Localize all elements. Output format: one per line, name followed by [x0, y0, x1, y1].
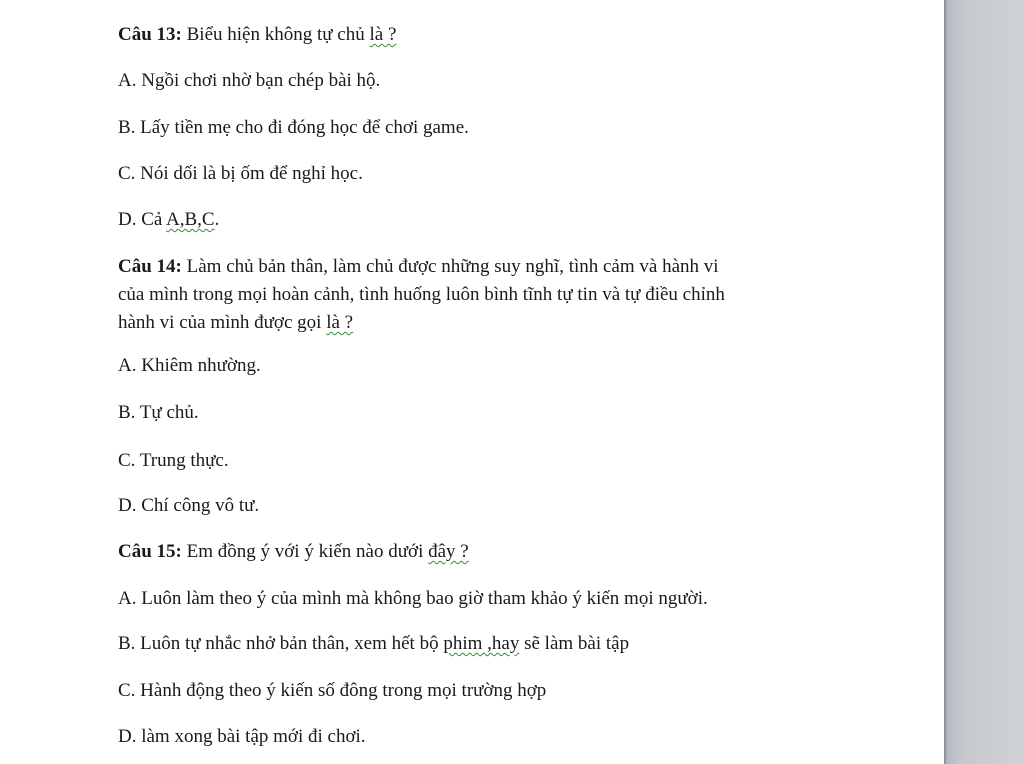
option-text: A. Luôn làm theo ý của mình mà không bao giờ tham khảo ý kiến mọi người. [118, 588, 708, 609]
answer-option [118, 114, 469, 142]
spellcheck-mark: là ? [326, 312, 354, 333]
option-text: D. Cả [118, 209, 167, 230]
option-text: D. Chí công vô tư. [118, 495, 260, 516]
option-text: B. Tự chủ. [118, 402, 199, 423]
option-text: C. Hành động theo ý kiến số đông trong mọi trường hợp [118, 680, 547, 701]
question-text: Em đồng ý với ý kiến nào dưới [181, 541, 429, 562]
answer-option [118, 206, 219, 234]
page-edge-shadow [944, 0, 946, 764]
answer-option [118, 677, 546, 705]
option-text-end: . [214, 209, 220, 230]
question-text: Biểu hiện không tự chủ [181, 24, 370, 45]
question-text: của mình trong mọi hoàn cảnh, tình huống luôn bình tĩnh tự tin và tự điều chỉnh [118, 284, 725, 305]
question-number: Câu 14: [118, 256, 182, 277]
option-text: A. Khiêm nhường. [118, 355, 261, 376]
spellcheck-mark: A,B,C [166, 209, 215, 230]
answer-option [118, 399, 199, 427]
question-14-heading [118, 253, 719, 281]
spellcheck-mark: phim ,hay [443, 633, 520, 654]
answer-option [118, 67, 380, 95]
option-text-end: sẽ làm bài tập [519, 633, 630, 654]
question-number: Câu 15: [118, 541, 182, 562]
option-text: A. Ngồi chơi nhờ bạn chép bài hộ. [118, 70, 381, 91]
window-background [944, 0, 1024, 764]
answer-option [118, 630, 629, 658]
answer-option [118, 723, 366, 751]
question-text: Làm chủ bản thân, làm chủ được những suy nghĩ, tình cảm và hành vi [181, 256, 719, 277]
answer-option [118, 447, 229, 475]
spellcheck-mark: đây ? [428, 541, 469, 562]
answer-option [118, 585, 708, 613]
spellcheck-mark: là ? [369, 24, 397, 45]
question-13-heading [118, 21, 396, 49]
option-text: B. Lấy tiền mẹ cho đi đóng học để chơi game. [118, 117, 469, 138]
question-15-heading [118, 538, 469, 566]
answer-option [118, 352, 261, 380]
question-text-line [118, 281, 725, 309]
question-number: Câu 13: [118, 24, 182, 45]
question-text: hành vi của mình được gọi [118, 312, 327, 333]
option-text: B. Luôn tự nhắc nhở bản thân, xem hết bộ [118, 633, 444, 654]
answer-option [118, 160, 363, 188]
question-text-line [118, 309, 353, 337]
answer-option [118, 492, 259, 520]
option-text: D. làm xong bài tập mới đi chơi. [118, 726, 366, 747]
option-text: C. Nói dối là bị ốm để nghỉ học. [118, 163, 363, 184]
option-text: C. Trung thực. [118, 450, 229, 471]
